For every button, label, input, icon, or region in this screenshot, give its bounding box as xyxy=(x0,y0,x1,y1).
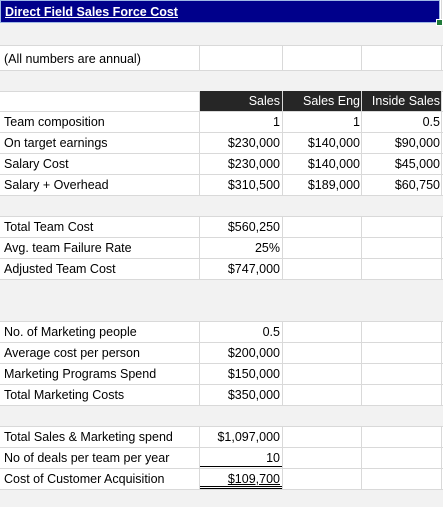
salary-overhead-sales-eng[interactable]: $189,000 xyxy=(307,178,360,192)
salary-cost-label: Salary Cost xyxy=(4,157,69,171)
separator-band xyxy=(0,196,443,216)
grid-line xyxy=(0,426,443,427)
annual-note: (All numbers are annual) xyxy=(4,52,141,66)
cac-label: Cost of Customer Acquisition xyxy=(4,472,165,486)
grid-line xyxy=(0,237,443,238)
grid-line xyxy=(0,342,443,343)
programs-spend-value[interactable]: $150,000 xyxy=(227,367,280,381)
salary-cost-sales-eng[interactable]: $140,000 xyxy=(307,157,360,171)
salary-overhead-sales[interactable]: $310,500 xyxy=(227,178,280,192)
programs-spend-label: Marketing Programs Spend xyxy=(4,367,157,381)
grid-line xyxy=(0,153,443,154)
ote-sales[interactable]: $230,000 xyxy=(227,136,280,150)
total-spend-value[interactable]: $1,097,000 xyxy=(217,430,280,444)
total-marketing-label: Total Marketing Costs xyxy=(4,388,125,402)
separator-band xyxy=(0,490,443,507)
grid-line xyxy=(0,384,443,385)
header-sales: Sales xyxy=(248,94,280,108)
team-composition-sales[interactable]: 1 xyxy=(273,115,280,129)
separator-band xyxy=(0,280,443,321)
grid-line xyxy=(0,174,443,175)
team-composition-sales-eng[interactable]: 1 xyxy=(353,115,360,129)
grid-line xyxy=(0,363,443,364)
grid-line xyxy=(0,468,443,469)
grid-line xyxy=(0,216,443,217)
grid-line xyxy=(0,132,443,133)
salary-overhead-label: Salary + Overhead xyxy=(4,178,109,192)
separator-band xyxy=(0,23,443,45)
ote-inside-sales[interactable]: $90,000 xyxy=(394,136,440,150)
grid-line xyxy=(0,321,443,322)
double-underline xyxy=(200,486,282,489)
avg-cost-value[interactable]: $200,000 xyxy=(227,346,280,360)
grid-line xyxy=(0,111,443,112)
grid-line xyxy=(0,447,443,448)
adjusted-team-cost-label: Adjusted Team Cost xyxy=(4,262,116,276)
salary-cost-inside-sales[interactable]: $45,000 xyxy=(394,157,440,171)
marketing-people-value[interactable]: 0.5 xyxy=(262,325,280,339)
failure-rate-value[interactable]: 25% xyxy=(254,241,280,255)
ote-sales-eng[interactable]: $140,000 xyxy=(307,136,360,150)
grid-line xyxy=(0,45,443,46)
avg-cost-label: Average cost per person xyxy=(4,346,140,360)
title-cell[interactable] xyxy=(0,0,440,23)
ote-label: On target earnings xyxy=(4,136,108,150)
header-inside-sales: Inside Sales xyxy=(371,94,440,108)
team-composition-inside-sales[interactable]: 0.5 xyxy=(422,115,440,129)
sheet-title: Direct Field Sales Force Cost xyxy=(5,5,178,19)
total-team-cost-value[interactable]: $560,250 xyxy=(227,220,280,234)
team-composition-label: Team composition xyxy=(4,115,105,129)
deals-label: No of deals per team per year xyxy=(4,451,170,465)
separator-band xyxy=(0,406,443,426)
marketing-people-label: No. of Marketing people xyxy=(4,325,137,339)
total-team-cost-label: Total Team Cost xyxy=(4,220,94,234)
salary-overhead-inside-sales[interactable]: $60,750 xyxy=(394,178,440,192)
single-underline xyxy=(200,466,282,467)
separator-band xyxy=(0,71,443,91)
failure-rate-label: Avg. team Failure Rate xyxy=(4,241,132,255)
fill-handle[interactable] xyxy=(436,19,443,26)
adjusted-team-cost-value[interactable]: $747,000 xyxy=(227,262,280,276)
grid-line xyxy=(0,258,443,259)
salary-cost-sales[interactable]: $230,000 xyxy=(227,157,280,171)
total-spend-label: Total Sales & Marketing spend xyxy=(4,430,173,444)
header-sales-eng: Sales Eng xyxy=(303,94,360,108)
total-marketing-value[interactable]: $350,000 xyxy=(227,388,280,402)
cac-value[interactable]: $109,700 xyxy=(227,472,280,486)
deals-value[interactable]: 10 xyxy=(266,451,280,465)
